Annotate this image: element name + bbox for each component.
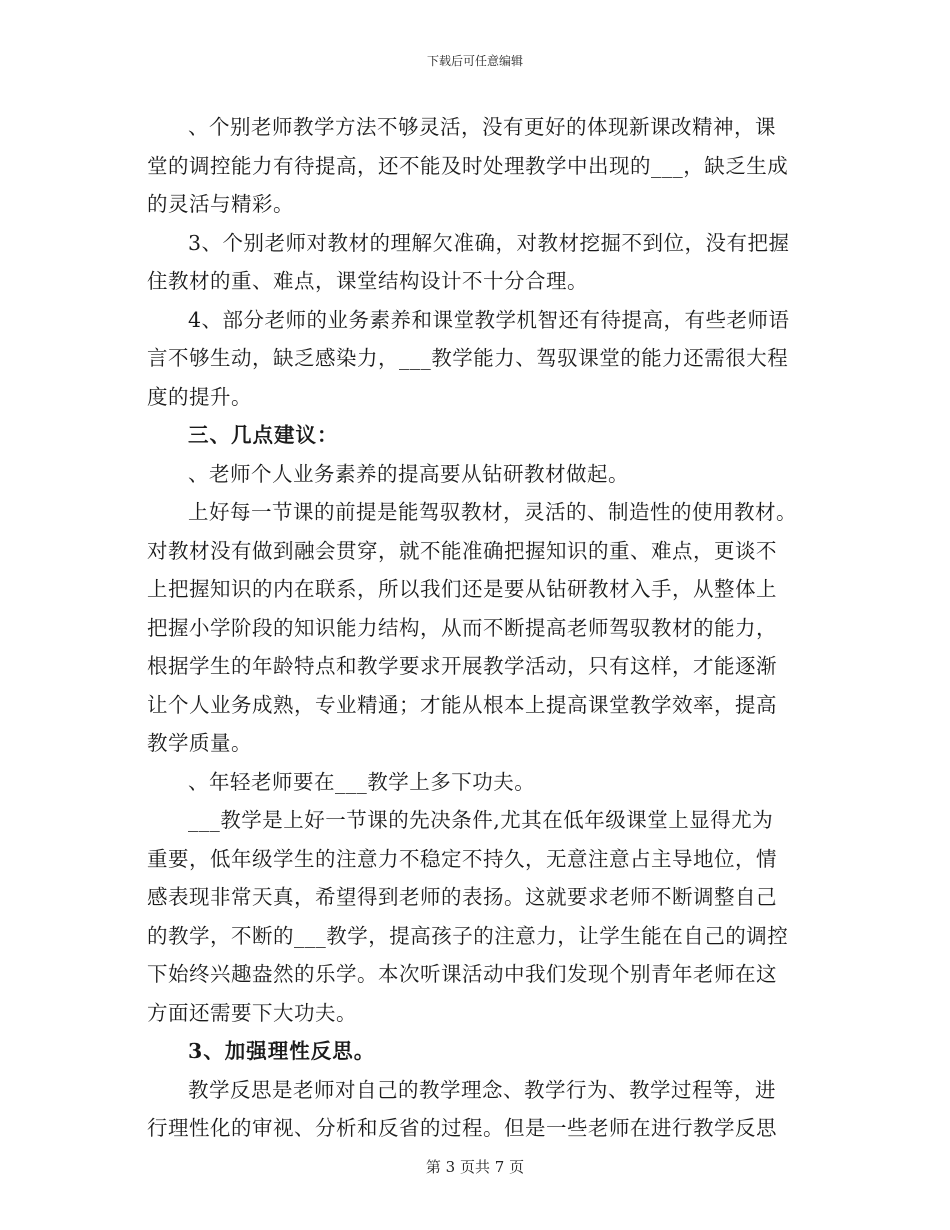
paragraph xyxy=(147,224,817,301)
text-line: 教学反思是老师对自己的教学理念、教学行为、教学过程等，进 xyxy=(188,1077,776,1102)
paragraph xyxy=(147,1071,817,1148)
text-line: 、年轻老师要在___教学上多下功夫。 xyxy=(188,769,536,794)
text-line: 对教材没有做到融会贯穿，就不能准确把握知识的重、难点，更谈不 xyxy=(147,538,777,563)
paragraph xyxy=(147,763,817,802)
document-body xyxy=(147,108,817,1148)
paragraph xyxy=(147,108,817,224)
text-line: 的教学，不断的___教学，提高孩子的注意力，让学生能在自己的调控 xyxy=(147,923,789,948)
section-heading xyxy=(147,1032,817,1071)
text-line: 重要，低年级学生的注意力不稳定不持久，无意注意占主导地位，情 xyxy=(147,846,777,871)
text-line: 言不够生动，缺乏感染力，___教学能力、驾驭课堂的能力还需很大程 xyxy=(147,346,789,370)
page-footer: 第 3 页共 7 页 xyxy=(425,1158,525,1176)
paragraph xyxy=(147,801,817,1032)
text-line: 上把握知识的内在联系，所以我们还是要从钻研教材入手，从整体上 xyxy=(147,577,777,601)
text-line: 根据学生的年龄特点和教学要求开展教学活动，只有这样，才能逐渐 xyxy=(147,654,777,678)
text-line: 下始终兴趣盎然的乐学。本次听课活动中我们发现个别青年老师在这 xyxy=(147,962,777,986)
paragraph xyxy=(147,301,817,417)
text-line: 堂的调控能力有待提高，还不能及时处理教学中出现的___，缺乏生成 xyxy=(147,153,789,178)
paragraph xyxy=(147,493,817,763)
text-line: 把握小学阶段的知识能力结构，从而不断提高老师驾驭教材的能力， xyxy=(147,615,777,640)
text-line: 让个人业务成熟，专业精通；才能从根本上提高课堂教学效率，提高 xyxy=(147,692,777,717)
text-line: 、个别老师教学方法不够灵活，没有更好的体现新课改精神，课 xyxy=(188,115,776,139)
text-line: 行理性化的审视、分析和反省的过程。但是一些老师在进行教学反思 xyxy=(147,1116,777,1140)
page-header: 下载后可任意编辑 xyxy=(426,54,523,68)
text-line: 感表现非常天真，希望得到老师的表扬。这就要求老师不断调整自己 xyxy=(147,885,777,909)
text-line: 教学质量。 xyxy=(147,731,252,755)
text-line: 4、部分老师的业务素养和课堂教学机智还有待提高，有些老师语 xyxy=(188,307,790,332)
text-line: ___教学是上好一节课的先决条件,尤其在低年级课堂上显得尤为 xyxy=(188,808,774,832)
text-line: 度的提升。 xyxy=(147,384,252,409)
text-line: 上好每一节课的前提是能驾驭教材，灵活的、制造性的使用教材。 xyxy=(188,500,797,524)
text-line: 的灵活与精彩。 xyxy=(147,192,294,216)
text-line: 3、加强理性反思。 xyxy=(188,1039,376,1063)
text-line: 3、个别老师对教材的理解欠准确，对教材挖掘不到位，没有把握 xyxy=(188,230,790,255)
text-line: 方面还需要下大功夫。 xyxy=(147,1000,357,1025)
paragraph xyxy=(147,455,817,494)
text-line: 住教材的重、难点，课堂结构设计不十分合理。 xyxy=(147,269,588,293)
text-line: 、老师个人业务素养的提高要从钻研教材做起。 xyxy=(188,461,629,486)
text-line: 三、几点建议： xyxy=(188,423,339,447)
section-heading xyxy=(147,416,817,455)
